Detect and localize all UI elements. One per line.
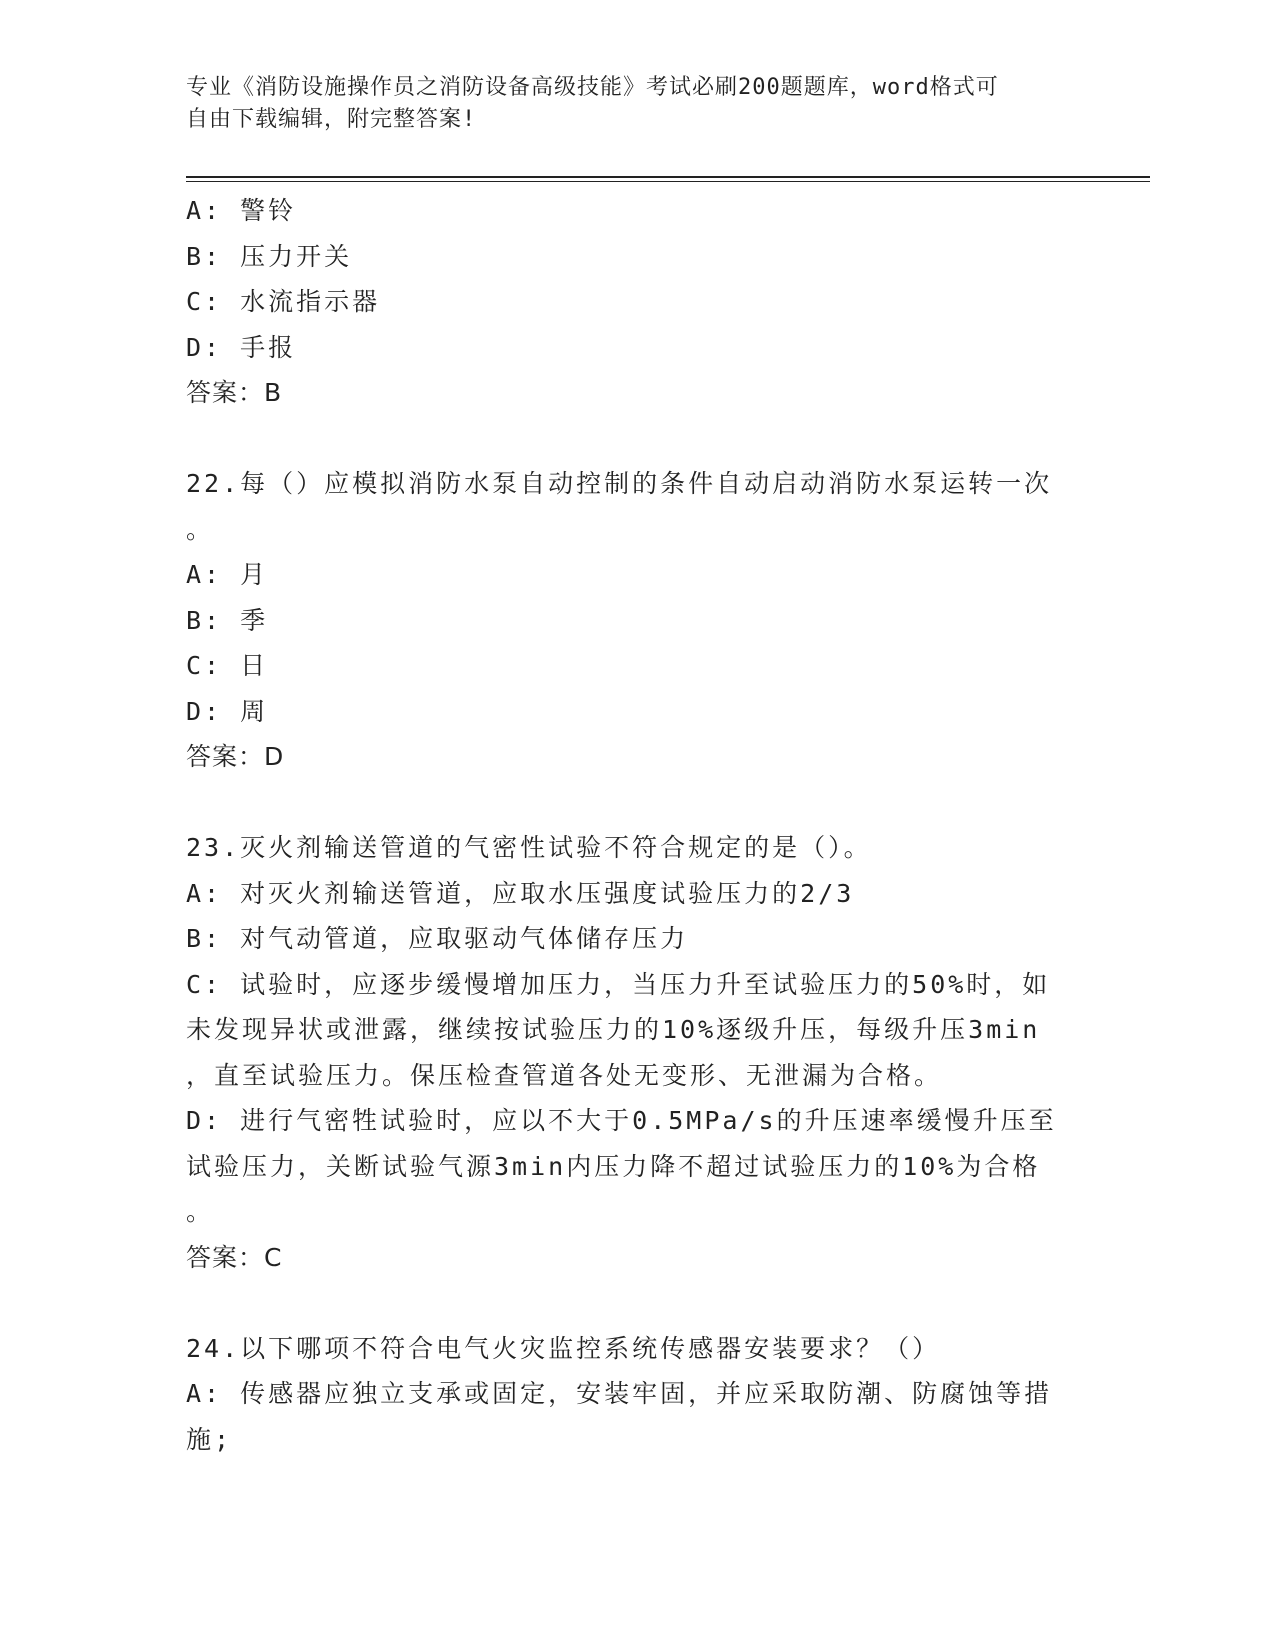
option-c: C: 水流指示器 (186, 287, 381, 316)
option-d: D: 手报 (186, 332, 297, 362)
option-d: 。 (186, 1197, 215, 1226)
header-line: 自由下载编辑，附完整答案! (186, 107, 477, 132)
option-b: B: 对气动管道，应取驱动气体储存压力 (186, 924, 689, 953)
answer: 答案：D (186, 742, 285, 771)
header-divider (186, 176, 1150, 178)
document-header (186, 72, 1066, 136)
option-c: C: 试验时，应逐步缓慢增加压力，当压力升至试验压力的50%时，如 (186, 969, 1051, 999)
spacer (186, 1280, 1066, 1326)
option-a: 施; (186, 1424, 233, 1454)
header-divider (186, 181, 1150, 182)
option-d: 试验压力，关断试验气源3min内压力降不超过试验压力的10%为合格 (186, 1151, 1041, 1181)
spacer (186, 416, 1066, 462)
question-list (186, 188, 1066, 1462)
option-c: 未发现异状或泄露，继续按试验压力的10%逐级升压，每级升压3min (186, 1015, 1041, 1044)
answer: 答案：B (186, 378, 283, 407)
question-24 (186, 1326, 1066, 1463)
question-stem: 24.以下哪项不符合电气火灾监控系统传感器安装要求？（） (186, 1333, 941, 1363)
option-a: A: 警铃 (186, 196, 297, 225)
spacer (186, 780, 1066, 826)
option-b: B: 季 (186, 605, 269, 635)
option-a: A: 传感器应独立支承或固定，安装牢固，并应采取防潮、防腐蚀等措 (186, 1379, 1053, 1408)
question-stem: 。 (186, 514, 215, 544)
question-23 (186, 825, 1066, 1280)
option-c: C: 日 (186, 651, 269, 680)
option-d: D: 进行气密牲试验时，应以不大于0.5MPa/s的升压速率缓慢升压至 (186, 1106, 1057, 1135)
option-a: A: 对灭火剂输送管道，应取水压强度试验压力的2/3 (186, 878, 855, 908)
answer: 答案：C (186, 1242, 283, 1272)
header-line: 专业《消防设施操作员之消防设备高级技能》考试必刷200题题库，word格式可 (186, 75, 999, 100)
option-c: ，直至试验压力。保压检查管道各处无变形、无泄漏为合格。 (186, 1060, 943, 1090)
option-a: A: 月 (186, 560, 269, 589)
question-stem: 23.灭火剂输送管道的气密性试验不符合规定的是（）。 (186, 833, 872, 862)
option-b: B: 压力开关 (186, 241, 353, 271)
question-22 (186, 461, 1066, 780)
option-d: D: 周 (186, 696, 269, 726)
question-stem: 22.每（）应模拟消防水泵自动控制的条件自动启动消防水泵运转一次 (186, 469, 1053, 498)
question-21 (186, 188, 1066, 416)
